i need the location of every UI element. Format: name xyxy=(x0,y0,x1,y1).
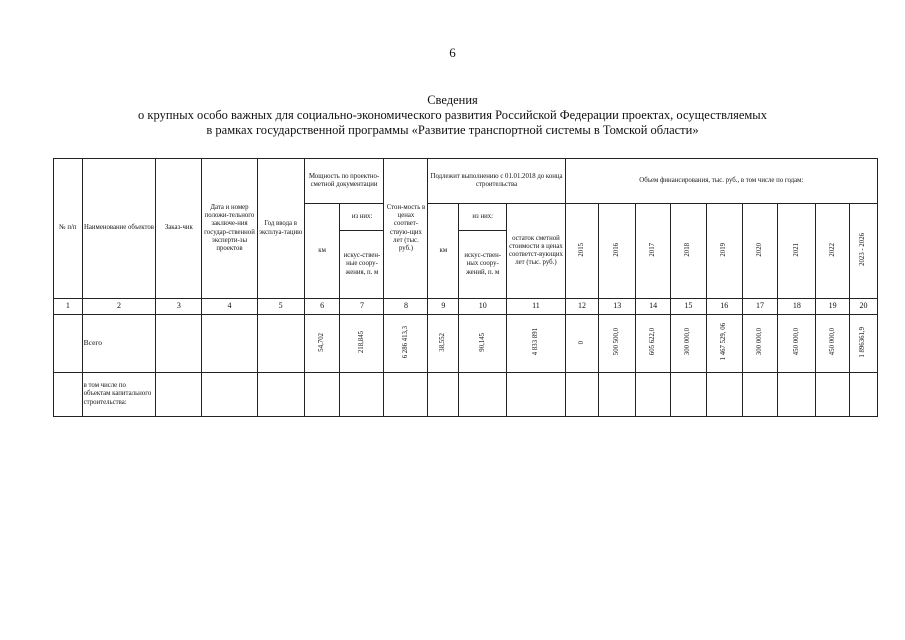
column-number: 3 xyxy=(156,299,202,315)
sub-cell xyxy=(459,373,507,417)
total-cost: 6 286 413,3 xyxy=(384,315,428,373)
sub-cell xyxy=(742,373,778,417)
total-to-build-artificial: 90,145 xyxy=(459,315,507,373)
column-number: 11 xyxy=(507,299,565,315)
total-2017: 605 622,0 xyxy=(636,315,671,373)
sub-cell xyxy=(507,373,565,417)
sub-cell xyxy=(778,373,816,417)
total-2023-2026: 1 896361,9 xyxy=(850,315,878,373)
sub-cell xyxy=(428,373,459,417)
header-expertise: Дата и номер положи-тельного заключе-ния государ-ственной эксперти-зы проектов xyxy=(202,159,257,299)
sub-cell xyxy=(565,373,599,417)
header-name: Наименование объектов xyxy=(82,159,156,299)
year-2018: 2018 xyxy=(670,204,706,299)
sub-cell xyxy=(636,373,671,417)
column-number: 8 xyxy=(384,299,428,315)
document-subtitle-line2: в рамках государственной программы «Развитие транспортной системы в Томской области» xyxy=(206,123,699,137)
sub-cell xyxy=(202,373,257,417)
header-to-build: Подлежит выполнению с 01.01.2018 до конца строительства xyxy=(428,159,565,204)
column-number: 2 xyxy=(82,299,156,315)
projects-table xyxy=(53,158,878,417)
column-number: 19 xyxy=(816,299,850,315)
column-number: 15 xyxy=(670,299,706,315)
sub-cell xyxy=(257,373,304,417)
column-number: 20 xyxy=(850,299,878,315)
total-to-build-km: 38,552 xyxy=(428,315,459,373)
header-km2: км xyxy=(428,204,459,299)
total-2015: 0 xyxy=(565,315,599,373)
total-label: Всего xyxy=(82,315,156,373)
header-of-them2: из них: xyxy=(459,204,507,231)
header-cost: Стои-мость в ценах соответ-ствую-щих лет (тыс. руб.) xyxy=(384,159,428,299)
total-2020: 300 000,0 xyxy=(742,315,778,373)
column-numbers-row xyxy=(54,299,878,315)
total-2018: 300 000,0 xyxy=(670,315,706,373)
page-number: 6 xyxy=(449,45,456,60)
sub-row xyxy=(54,373,878,417)
year-2019: 2019 xyxy=(706,204,742,299)
column-number: 16 xyxy=(706,299,742,315)
year-2022: 2022 xyxy=(816,204,850,299)
total-2019: 1 467 529, 06 xyxy=(706,315,742,373)
year-2016: 2016 xyxy=(599,204,636,299)
header-customer: Заказ-чик xyxy=(156,159,202,299)
header-remaining: остаток сметной стоимости в ценах соответст-вующих лет (тыс. руб.) xyxy=(507,204,565,299)
total-row xyxy=(54,315,878,373)
header-capacity: Мощность по проектно-сметной документации xyxy=(304,159,384,204)
column-number: 17 xyxy=(742,299,778,315)
sub-cell xyxy=(156,373,202,417)
header-artificial: искус-ствен-ные соору-жения, п. м xyxy=(340,231,384,299)
year-2023-2026: 2023 - 2026 xyxy=(850,204,878,299)
column-number: 1 xyxy=(54,299,83,315)
column-number: 5 xyxy=(257,299,304,315)
total-cell-expertise xyxy=(202,315,257,373)
column-number: 14 xyxy=(636,299,671,315)
header-km: км xyxy=(304,204,340,299)
sub-cell xyxy=(304,373,340,417)
column-number: 4 xyxy=(202,299,257,315)
sub-cell xyxy=(599,373,636,417)
header-financing: Объем финансирования, тыс. руб., в том числе по годам: xyxy=(565,159,877,204)
year-2017: 2017 xyxy=(636,204,671,299)
sub-row-label: в том числе по объектам капитального строительства: xyxy=(82,373,156,417)
sub-cell-num xyxy=(54,373,83,417)
header-of-them: из них: xyxy=(340,204,384,231)
sub-cell xyxy=(670,373,706,417)
year-2021: 2021 xyxy=(778,204,816,299)
column-number: 9 xyxy=(428,299,459,315)
total-cell-customer xyxy=(156,315,202,373)
total-capacity-artificial: 218,845 xyxy=(340,315,384,373)
header-year: Год ввода в эксплуа-тацию xyxy=(257,159,304,299)
year-2015: 2015 xyxy=(565,204,599,299)
total-2022: 450 000,0 xyxy=(816,315,850,373)
sub-cell xyxy=(816,373,850,417)
total-remaining: 4 833 891 xyxy=(507,315,565,373)
column-number: 7 xyxy=(340,299,384,315)
document-subtitle-line1: о крупных особо важных для социально-экономического развития Российской Федерации проектах, осуществляемых xyxy=(138,108,767,122)
column-number: 12 xyxy=(565,299,599,315)
column-number: 18 xyxy=(778,299,816,315)
column-number: 13 xyxy=(599,299,636,315)
header-num: № п/п xyxy=(54,159,83,299)
total-2021: 450 000,0 xyxy=(778,315,816,373)
document-title: Сведения xyxy=(427,93,478,107)
total-capacity-km: 54,702 xyxy=(304,315,340,373)
sub-cell xyxy=(384,373,428,417)
total-cell-num xyxy=(54,315,83,373)
total-2016: 500 500,0 xyxy=(599,315,636,373)
sub-cell xyxy=(850,373,878,417)
sub-cell xyxy=(340,373,384,417)
header-artificial2: искус-ствен-ных соору-жений, п. м xyxy=(459,231,507,299)
sub-cell xyxy=(706,373,742,417)
column-number: 6 xyxy=(304,299,340,315)
total-cell-year xyxy=(257,315,304,373)
year-2020: 2020 xyxy=(742,204,778,299)
column-number: 10 xyxy=(459,299,507,315)
